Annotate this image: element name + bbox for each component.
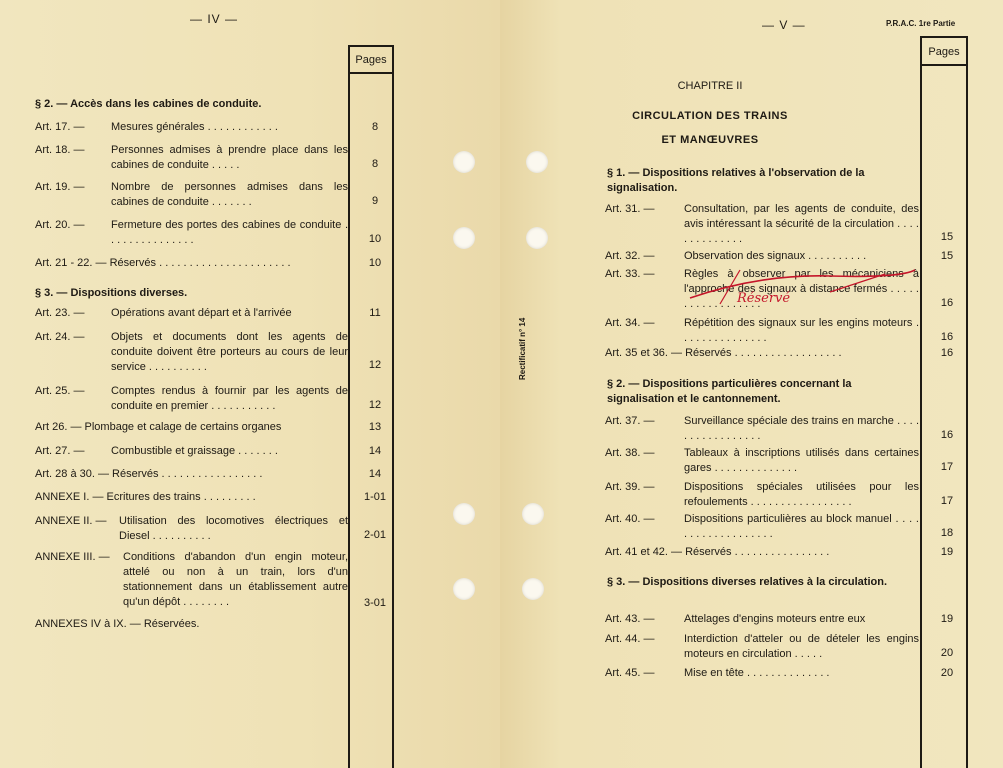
chapter-title-line2: ET MANŒUVRES: [661, 134, 759, 146]
toc-entry: [35, 120, 435, 136]
punch-hole: [453, 503, 475, 525]
entry-page: 16: [940, 347, 954, 359]
entry-page: 1-01: [363, 491, 387, 503]
entry-page: 20: [940, 667, 954, 679]
entry-text: Dispositions particulières au block manuel . . . . . . . . . . . . . . . . . . .: [684, 513, 919, 540]
section-title: Dispositions diverses relatives à la circulation.: [642, 576, 888, 588]
section-title: Dispositions relatives à l'observation de la signalisation.: [607, 167, 865, 194]
entry-text: Fermeture des portes des cabines de conduite . . . . . . . . . . . . . . .: [111, 219, 348, 246]
entry-label: ANNEXE III. —: [35, 551, 110, 563]
toc-entry: [605, 446, 1000, 478]
pages-label-right: Pages: [928, 46, 960, 58]
entry-label: Art. 23. —: [35, 307, 85, 319]
toc-entry: [605, 480, 1000, 512]
entry-page: 19: [940, 613, 954, 625]
entry-text: Observation des signaux . . . . . . . . . .: [684, 250, 867, 262]
entry-text: Art. 21 - 22. — Réservés . . . . . . . . . . . . . . . . . . . . . .: [35, 257, 291, 269]
punch-hole: [522, 578, 544, 600]
entry-page: 14: [368, 445, 382, 457]
entry-text: Consultation, par les agents de conduite, des avis intéressant la sécurité de la circulation . . . . . . . . . . . . . .: [684, 203, 919, 245]
section-label: § 3. —: [607, 576, 640, 588]
entry-page: 15: [940, 250, 954, 262]
entry-page: 16: [940, 331, 954, 343]
entry-page: 16: [940, 297, 954, 309]
entry-text: Personnes admises à prendre place dans les cabines de conduite . . . . .: [111, 144, 348, 171]
section-title: Dispositions diverses.: [70, 287, 188, 299]
entry-page: 14: [368, 468, 382, 480]
section-label: § 2. —: [35, 98, 68, 110]
entry-page: 10: [368, 257, 382, 269]
entry-page: 2-01: [363, 529, 387, 541]
toc-entry: [35, 467, 435, 483]
toc-entry: [35, 256, 435, 272]
entry-label: Art. 34. —: [605, 317, 655, 329]
punch-hole: [526, 151, 548, 173]
side-note: Rectificatif n° 14: [518, 317, 527, 380]
section-title: Dispositions particulières concernant la signalisation et le cantonnement.: [607, 378, 852, 405]
entry-label: Art. 24. —: [35, 331, 85, 343]
entry-label: Art. 19. —: [35, 181, 85, 193]
toc-section: [35, 97, 345, 112]
entry-page: 18: [940, 527, 954, 539]
entry-label: Art. 32. —: [605, 250, 655, 262]
toc-entry: [35, 143, 435, 175]
entry-text: Combustible et graissage . . . . . . .: [111, 445, 278, 457]
entry-text: Surveillance spéciale des trains en marche . . . . . . . . . . . . . . . . .: [684, 415, 919, 442]
toc-entry: [35, 444, 435, 460]
running-header: P.R.A.C. 1re Partie: [886, 19, 956, 28]
entry-label: Art. 17. —: [35, 121, 85, 133]
entry-page: 3-01: [363, 597, 387, 609]
toc-entry: [35, 550, 435, 614]
entry-label: Art. 31. —: [605, 203, 655, 215]
entry-label: Art. 43. —: [605, 613, 655, 625]
entry-label: Art. 39. —: [605, 481, 655, 493]
entry-page: 13: [368, 421, 382, 433]
entry-page: 12: [368, 399, 382, 411]
entry-text: Dispositions spéciales utilisées pour les refoulements . . . . . . . . . . . . . . . . .: [684, 481, 919, 508]
page-number-right: — V —: [762, 18, 806, 32]
toc-entry: [605, 249, 1000, 265]
entry-label: Art. 38. —: [605, 447, 655, 459]
entry-page: 15: [940, 231, 954, 243]
punch-hole: [453, 151, 475, 173]
entry-text: Art 26. — Plombage et calage de certains organes: [35, 421, 282, 433]
right-page: [500, 0, 1003, 768]
toc-entry: [605, 632, 1000, 664]
toc-section: [607, 575, 919, 590]
page-number-left: — IV —: [190, 12, 239, 26]
entry-label: Art. 45. —: [605, 667, 655, 679]
toc-entry: [35, 330, 435, 378]
toc-section: [35, 286, 345, 301]
section-label: § 2. —: [607, 378, 640, 390]
toc-entry: [605, 316, 1000, 348]
entry-text: Interdiction d'atteler ou de dételer les engins moteurs en circulation . . . . .: [684, 633, 919, 660]
entry-label: Art. 44. —: [605, 633, 655, 645]
toc-entry: [605, 346, 1000, 362]
pages-label-left: Pages: [355, 54, 387, 66]
header-rule-left: [348, 72, 394, 74]
chapter-number: CHAPITRE II: [677, 80, 743, 92]
toc-entry: [35, 617, 435, 633]
toc-entry: [35, 490, 435, 506]
toc-entry: [35, 218, 435, 250]
toc-section: [607, 377, 919, 407]
entry-text: Comptes rendus à fournir par les agents de conduite en premier . . . . . . . . . . .: [111, 385, 348, 412]
toc-entry: [35, 514, 435, 546]
entry-text: Répétition des signaux sur les engins moteurs . . . . . . . . . . . . . . .: [684, 317, 919, 344]
entry-label: Art. 25. —: [35, 385, 85, 397]
header-rule-right: [920, 64, 968, 66]
toc-entry: [605, 612, 1000, 628]
entry-page: 10: [368, 233, 382, 245]
section-label: § 1. —: [607, 167, 640, 179]
toc-entry: [35, 180, 435, 212]
entry-text: Art. 41 et 42. — Réservés . . . . . . . . . . . . . . . .: [605, 546, 830, 558]
entry-label: Art. 20. —: [35, 219, 85, 231]
strike-through-mark: [680, 264, 920, 312]
entry-text: ANNEXES IV à IX. — Réservées.: [35, 618, 200, 630]
toc-entry: [35, 306, 435, 322]
entry-text: ANNEXE I. — Ecritures des trains . . . . . . . . .: [35, 491, 256, 503]
left-page: [0, 0, 500, 768]
punch-hole: [522, 503, 544, 525]
entry-text: Opérations avant départ et à l'arrivée: [111, 307, 292, 319]
entry-text: Mesures générales . . . . . . . . . . . .: [111, 121, 278, 133]
toc-entry: [605, 545, 1000, 561]
entry-page: 9: [371, 195, 379, 207]
entry-label: Art. 18. —: [35, 144, 85, 156]
toc-entry: [605, 202, 1000, 250]
pages-column-header-left: [348, 45, 394, 73]
entry-text: Attelages d'engins moteurs entre eux: [684, 613, 866, 625]
entry-page: 12: [368, 359, 382, 371]
entry-text: Nombre de personnes admises dans les cabines de conduite . . . . . . .: [111, 181, 348, 208]
entry-text: Tableaux à inscriptions utilisés dans certaines gares . . . . . . . . . . . . . .: [684, 447, 919, 474]
chapter-title-line1: CIRCULATION DES TRAINS: [632, 110, 788, 122]
entry-page: 19: [940, 546, 954, 558]
toc-entry: [605, 414, 1000, 446]
entry-page: 8: [371, 121, 379, 133]
entry-label: ANNEXE II. —: [35, 515, 107, 527]
pages-column-header-right: [920, 36, 968, 66]
entry-text: Art. 28 à 30. — Réservés . . . . . . . . . . . . . . . . .: [35, 468, 263, 480]
punch-hole: [453, 227, 475, 249]
entry-page: 17: [940, 461, 954, 473]
entry-page: 17: [940, 495, 954, 507]
entry-text: Règles à observer par les mécaniciens à l'approche des signaux à distance fermés . . . . . . . . . . . . . . . . . .: [684, 268, 919, 310]
section-title: Accès dans les cabines de conduite.: [70, 98, 262, 110]
entry-text: Utilisation des locomotives électriques et Diesel . . . . . . . . . .: [119, 515, 348, 542]
entry-page: 20: [940, 647, 954, 659]
punch-hole: [453, 578, 475, 600]
entry-label: Art. 40. —: [605, 513, 655, 525]
toc-entry: [605, 512, 1000, 544]
entry-label: Art. 37. —: [605, 415, 655, 427]
entry-text: Conditions d'abandon d'un engin moteur, attelé ou non à un train, lors d'un stationnement dans un établissement autre qu'un dépôt . . . . . . . .: [123, 551, 348, 608]
toc-entry: [605, 666, 1000, 682]
entry-page: 16: [940, 429, 954, 441]
toc-section: [607, 166, 919, 196]
entry-label: Art. 33. —: [605, 268, 655, 280]
punch-hole: [526, 227, 548, 249]
entry-label: Art. 27. —: [35, 445, 85, 457]
entry-text: Art. 35 et 36. — Réservés . . . . . . . . . . . . . . . . . .: [605, 347, 842, 359]
entry-page: 8: [371, 158, 379, 170]
entry-page: 11: [369, 307, 381, 319]
toc-entry: [35, 420, 435, 436]
toc-entry: [35, 384, 435, 416]
entry-text: Objets et documents dont les agents de conduite doivent être porteurs au cours de leur service . . . . . . . . . .: [111, 331, 348, 373]
section-label: § 3. —: [35, 287, 68, 299]
handwritten-annotation: Réservé: [737, 291, 791, 306]
entry-text: Mise en tête . . . . . . . . . . . . . .: [684, 667, 830, 679]
